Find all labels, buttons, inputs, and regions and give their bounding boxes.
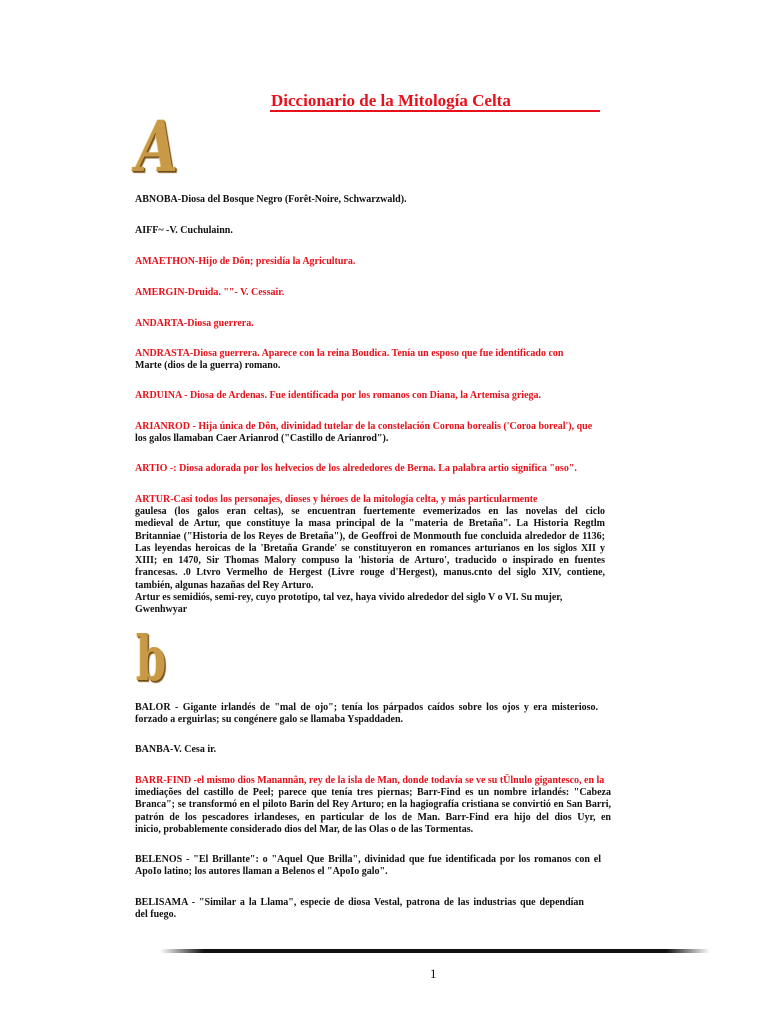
entry-abnoba: ABNOBA-Diosa del Bosque Negro (Forêt-Noire, Schwarzwald). [135,194,407,205]
entry-amaethon: AMAETHON-Hijo de Dôn; presidía la Agricultura. [135,256,356,267]
entry-belenos-line2: ApoIo latino; los autores llaman a Belenos el "ApoIo galo". [135,866,388,878]
entry-balor [135,702,598,727]
entry-balor-line2: forzado a erguirlas; su congénere galo se llamaba Yspaddaden. [135,714,404,726]
entry-andarta: ANDARTA-Diosa guerrera. [135,318,254,329]
entry-artur-line9: Artur es semidiós, semi-rey, cuyo prototipo, tal vez, haya vivido alrededor del siglo V o VI. Su mujer, [135,592,563,604]
entry-artur-line3: medieval de Artur, que constituye la masa principal de la "materia de Bretaña". La Historia Regtlm [135,518,605,530]
entry-belenos-line1: BELENOS - "El Brillante": o "Aquel Que Brilla", divinidad que fue identificada por los romanos con el [135,854,601,865]
entry-andrasta-line2: Marte (dios de la guerra) romano. [135,360,281,371]
entry-belisama [135,897,584,922]
initial-letter-a: A [136,105,179,188]
entry-barrfind-line1: BARR-FIND -el mismo dios Manannân, rey de la isla de Man, donde todavía se ve su tÜlnulo gigantesco, en la [135,775,605,786]
entry-belenos [135,854,601,879]
entry-artur-line2: gaulesa (los galos eran celtas), se encuentran fuertemente evemerizados en las novelas del ciclo [135,506,605,517]
entry-arianrod-line2: los galos llamaban Caer Arianrod ("Castillo de Arianrod"). [135,433,389,444]
entry-belisama-line1: BELISAMA - "Similar a la Llama", especie de diosa Vestal, patrona de las industrias que dependían [135,897,584,908]
entry-artur-line10: Gwenhwyar [135,604,188,616]
footer-divider [160,949,710,953]
entry-barrfind-line2: imediações del castillo de Peel; parece que tenía tres piernas; Barr-Find es un nombre irlandés: "Cabeza [135,787,611,798]
entry-barrfind-line3: Branca"; se transformó en el piloto Barin del Rey Arturo; en la hagiografía cristiana se convirtió en San Barri, [135,799,611,811]
entry-barrfind-line4: patrón de los pescadores irlandeses, en particular de los de Man. Barr-Find era hijo del dios Uyr, en [135,811,611,823]
title-underline [270,110,600,112]
entry-artur-line1: ARTUR-Casi todos los personajes, dioses y héroes de la mitología celta, y más particularmente [135,494,538,505]
entry-artur-line6: XIII; en 1470, Sir Thomas Malory compuso la 'historia de Arturo', traducido o inspirado en fuentes [135,555,605,567]
entry-artio: ARTIO -: Diosa adorada por los helvecios de los alrededores de Berna. La palabra artio significa "oso". [135,463,577,474]
entry-barrfind-body [135,787,611,836]
page-number: 1 [430,966,437,981]
entry-amergin: AMERGIN-Druida. ""- V. Cessair. [135,287,285,298]
entry-artur-line4: Britanniae ("Historia de los Reyes de Bretaña"), de Geoffroi de Monmouth fue concluida alrededor de 1136; [135,530,605,542]
entry-barrfind-line5: inicio, probablemente considerado dios del Mar, de las Olas o de las Tormentas. [135,823,474,835]
entry-balor-line1: BALOR - Gigante irlandés de "mal de ojo"; tenía los párpados caídos sobre los ojos y era misterioso. [135,702,598,713]
entry-artur-line7: francesas. .0 Ltvro Vermelho de Hergest (Livre rouge d'Hergest), manus.cnto del siglo XIV, contiene, [135,567,605,579]
entry-artur-line8: también, algunas hazañas del Rey Arturo. [135,579,314,591]
entry-artur-body [135,506,605,617]
entry-andrasta-line1: ANDRASTA-Diosa guerrera. Aparece con la reina Boudica. Tenía un esposo que fue identificado con [135,348,564,359]
entry-banba: BANBA-V. Cesa ir. [135,744,217,755]
entry-arianrod-line1: ARIANROD - Hija única de Dôn, divinidad tutelar de la constelación Corona borealis ('Coroa boreal'), que [135,421,593,432]
page-title: Diccionario de la Mitología Celta [271,91,511,110]
entry-arduina: ARDUINA - Diosa de Ardenas. Fue identificada por los romanos con Diana, la Artemisa griega. [135,390,542,401]
entry-aiff: AIFF~ -V. Cuchulainn. [135,225,233,236]
entry-artur-line5: Las leyendas heroicas de la 'Bretaña Grande' se constituyeron en romances arturianos en los siglos XII y [135,542,605,554]
initial-letter-b: b [136,622,167,695]
entry-belisama-line2: del fuego. [135,909,177,921]
